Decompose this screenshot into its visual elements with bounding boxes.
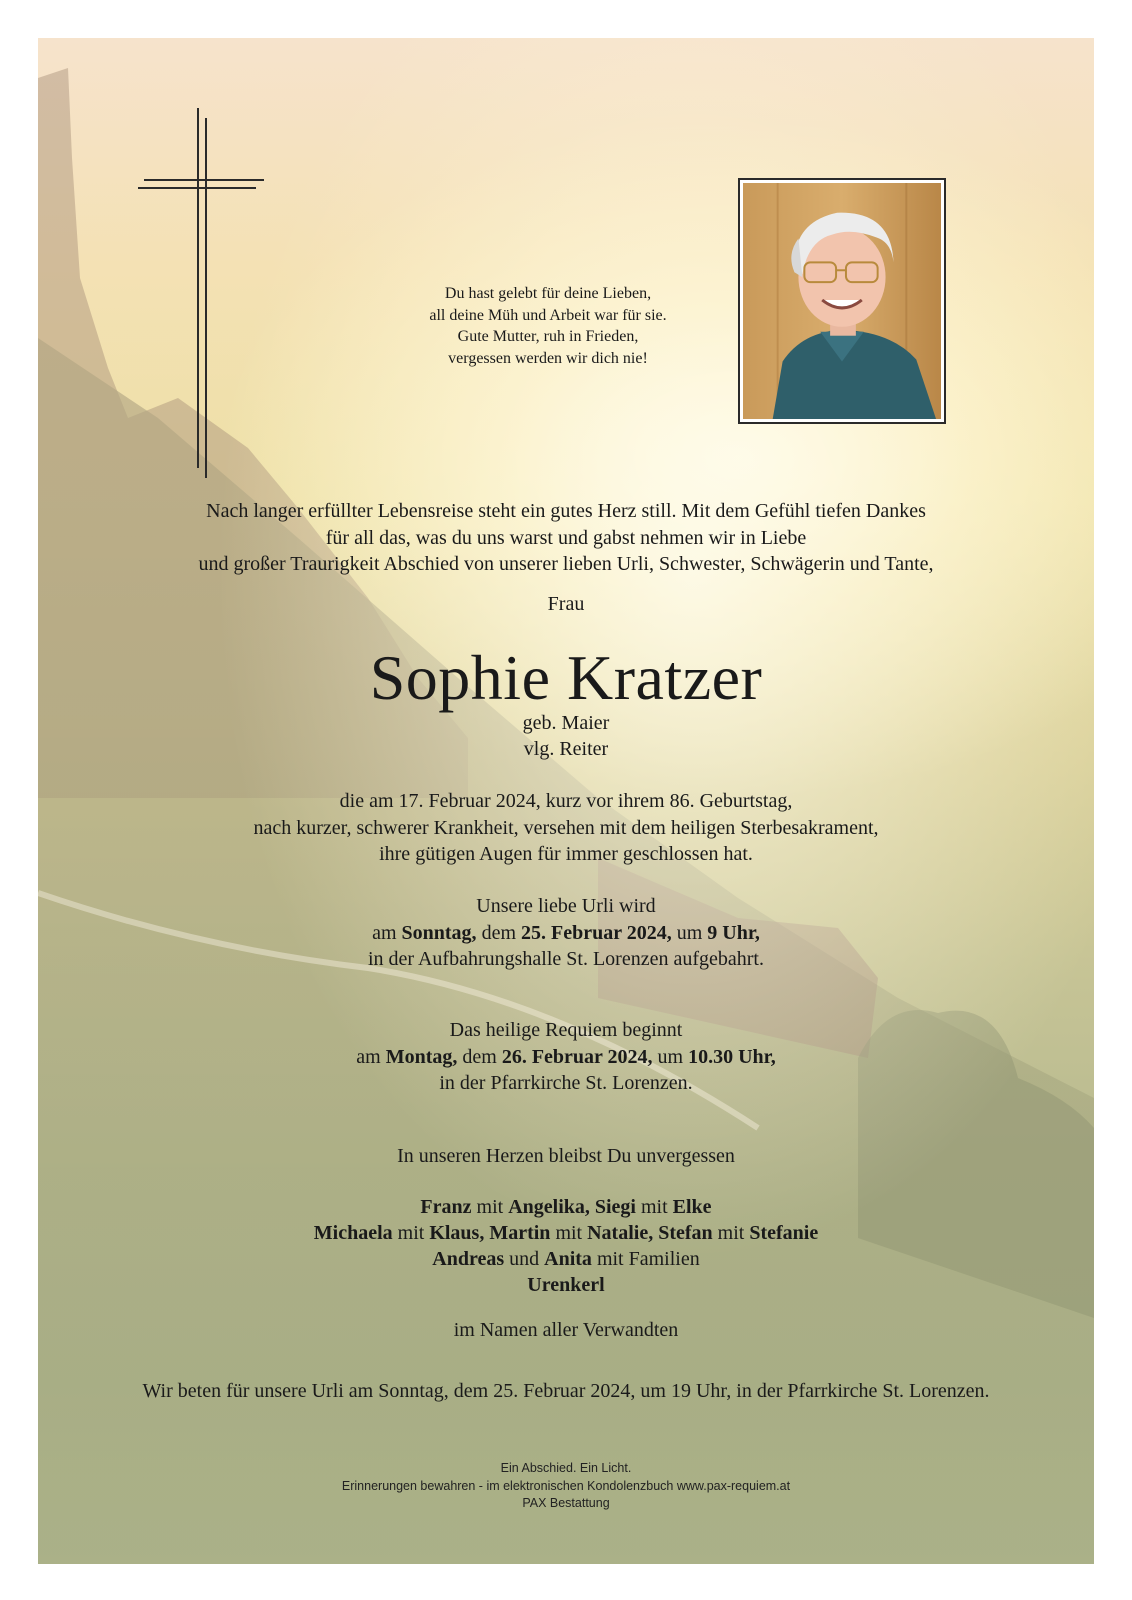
verse-line: Du hast gelebt für deine Lieben, <box>444 285 652 302</box>
memorial-line: In unseren Herzen bleibst Du unvergessen <box>397 1145 735 1167</box>
viewing-line-3: in der Aufbahrungshalle St. Lorenzen aufgebahrt. <box>368 948 764 970</box>
intro-line: für all das, was du uns warst und gabst nehmen wir in Liebe <box>325 526 807 549</box>
cross-icon <box>138 108 264 478</box>
portrait-frame <box>738 178 946 424</box>
intro-text <box>38 498 1094 578</box>
footer-tagline: Ein Abschied. Ein Licht. <box>500 1461 632 1475</box>
obituary-card <box>38 38 1094 1564</box>
deceased-name: Sophie Kratzer <box>369 642 763 713</box>
footer-condolence: Erinnerungen bewahren - im elektronischen Kondolenzbuch www.pax-requiem.at <box>341 1478 791 1493</box>
verse-line: Gute Mutter, ruh in Frieden, <box>457 328 639 345</box>
death-line: die am 17. Februar 2024, kurz vor ihrem 86. Geburtstag, <box>339 790 793 812</box>
death-notice <box>38 788 1094 868</box>
viewing-line-2: am Sonntag, dem 25. Februar 2024, um 9 Uhr, <box>372 921 760 944</box>
mourners-row: Andreas und Anita mit Familien <box>432 1248 700 1270</box>
verse-line: vergessen werden wir dich nie! <box>448 349 648 367</box>
mourners-row: Franz mit Angelika, Siegi mit Elke <box>420 1196 712 1218</box>
death-line: ihre gütigen Augen für immer geschlossen hat. <box>379 843 753 865</box>
requiem-notice <box>38 1017 1094 1097</box>
requiem-line-1: Das heilige Requiem beginnt <box>449 1019 683 1041</box>
requiem-line-3: in der Pfarrkirche St. Lorenzen. <box>439 1072 693 1094</box>
house-name: vlg. Reiter <box>523 738 609 760</box>
prayer-notice: Wir beten für unsere Urli am Sonntag, dem 25. Februar 2024, um 19 Uhr, in der Pfarrkirche St. Lorenzen. <box>142 1380 990 1402</box>
salutation: Frau <box>547 593 585 615</box>
death-line: nach kurzer, schwerer Krankheit, versehen mit dem heiligen Sterbesakrament, <box>253 816 879 839</box>
mourners-row: Urenkerl <box>527 1274 605 1296</box>
verse <box>368 283 728 369</box>
mourners-row: Michaela mit Klaus, Martin mit Natalie, Stefan mit Stefanie <box>313 1222 819 1244</box>
requiem-line-2: am Montag, dem 26. Februar 2024, um 10.30 Uhr, <box>356 1045 776 1068</box>
maiden-name: geb. Maier <box>522 712 610 734</box>
viewing-line-1: Unsere liebe Urli wird <box>476 895 656 917</box>
mourners-list <box>38 1194 1094 1298</box>
on-behalf-line: im Namen aller Verwandten <box>453 1319 679 1341</box>
birth-names <box>38 710 1094 762</box>
footer <box>38 1460 1094 1513</box>
viewing-notice <box>38 893 1094 973</box>
intro-line: Nach langer erfüllter Lebensreise steht ein gutes Herz still. Mit dem Gefühl tiefen Dankes <box>206 500 926 522</box>
verse-line: all deine Müh und Arbeit war für sie. <box>429 306 667 324</box>
intro-line: und großer Traurigkeit Abschied von unserer lieben Urli, Schwester, Schwägerin und Tante, <box>198 553 934 575</box>
portrait-photo <box>743 183 941 419</box>
footer-company: PAX Bestattung <box>522 1496 610 1510</box>
